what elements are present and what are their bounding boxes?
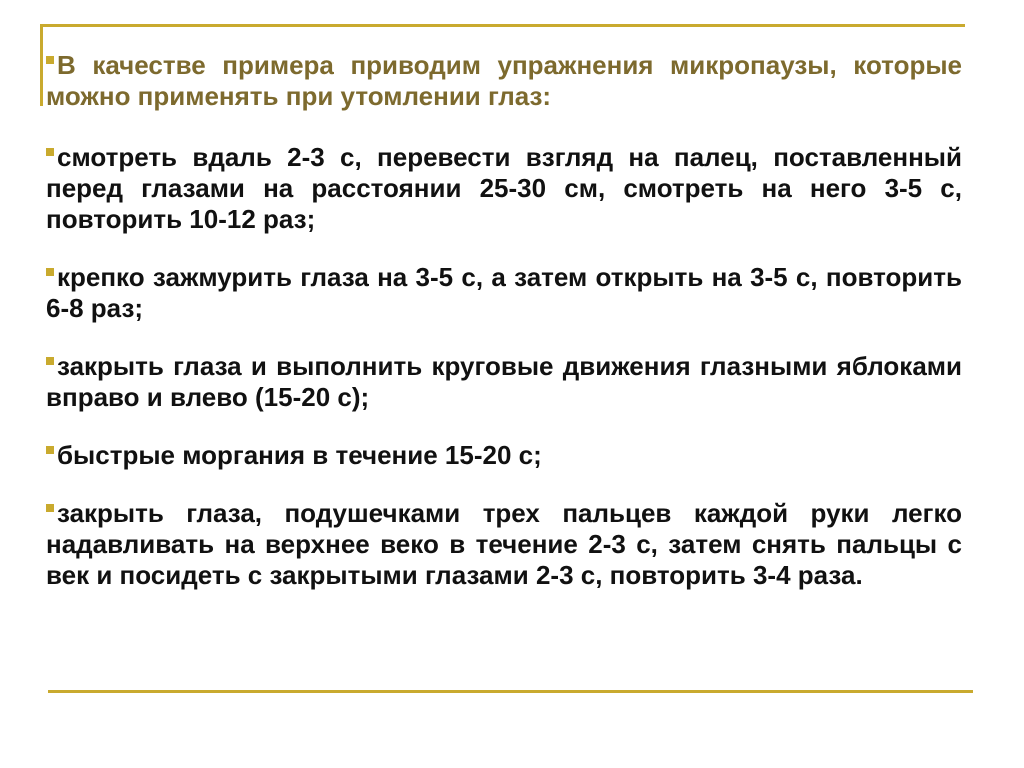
list-item-text: быстрые моргания в течение 15-20 с; — [57, 440, 542, 470]
square-bullet-icon — [46, 268, 54, 276]
list-item-text: смотреть вдаль 2-3 с, перевести взгляд на палец, поставленный перед глазами на расстоянии 25-30 см, смотреть на него 3-5 с, повторить 10-12 раз; — [46, 142, 962, 234]
intro-paragraph — [46, 50, 962, 112]
list-item — [46, 440, 962, 471]
list-item — [46, 262, 962, 324]
list-item — [46, 351, 962, 413]
slide-content — [46, 50, 962, 618]
list-item — [46, 142, 962, 235]
list-item-text: закрыть глаза, подушечками трех пальцев каждой руки легко надавливать на верхнее веко в течение 2-3 с, затем снять пальцы с век и посидеть с закрытыми глазами 2-3 с, повторить 3-4 раза. — [46, 498, 962, 590]
left-divider — [40, 24, 43, 106]
square-bullet-icon — [46, 504, 54, 512]
top-divider — [40, 24, 965, 27]
square-bullet-icon — [46, 357, 54, 365]
square-bullet-icon — [46, 56, 54, 64]
list-item-text: крепко зажмурить глаза на 3-5 с, а затем открыть на 3-5 с, повторить 6-8 раз; — [46, 262, 962, 323]
square-bullet-icon — [46, 148, 54, 156]
bottom-divider — [48, 690, 973, 693]
square-bullet-icon — [46, 446, 54, 454]
intro-text: В качестве примера приводим упражнения микропаузы, которые можно применять при утомлении глаз: — [46, 50, 962, 111]
list-item — [46, 498, 962, 591]
list-item-text: закрыть глаза и выполнить круговые движения глазными яблоками вправо и влево (15-20 с); — [46, 351, 962, 412]
